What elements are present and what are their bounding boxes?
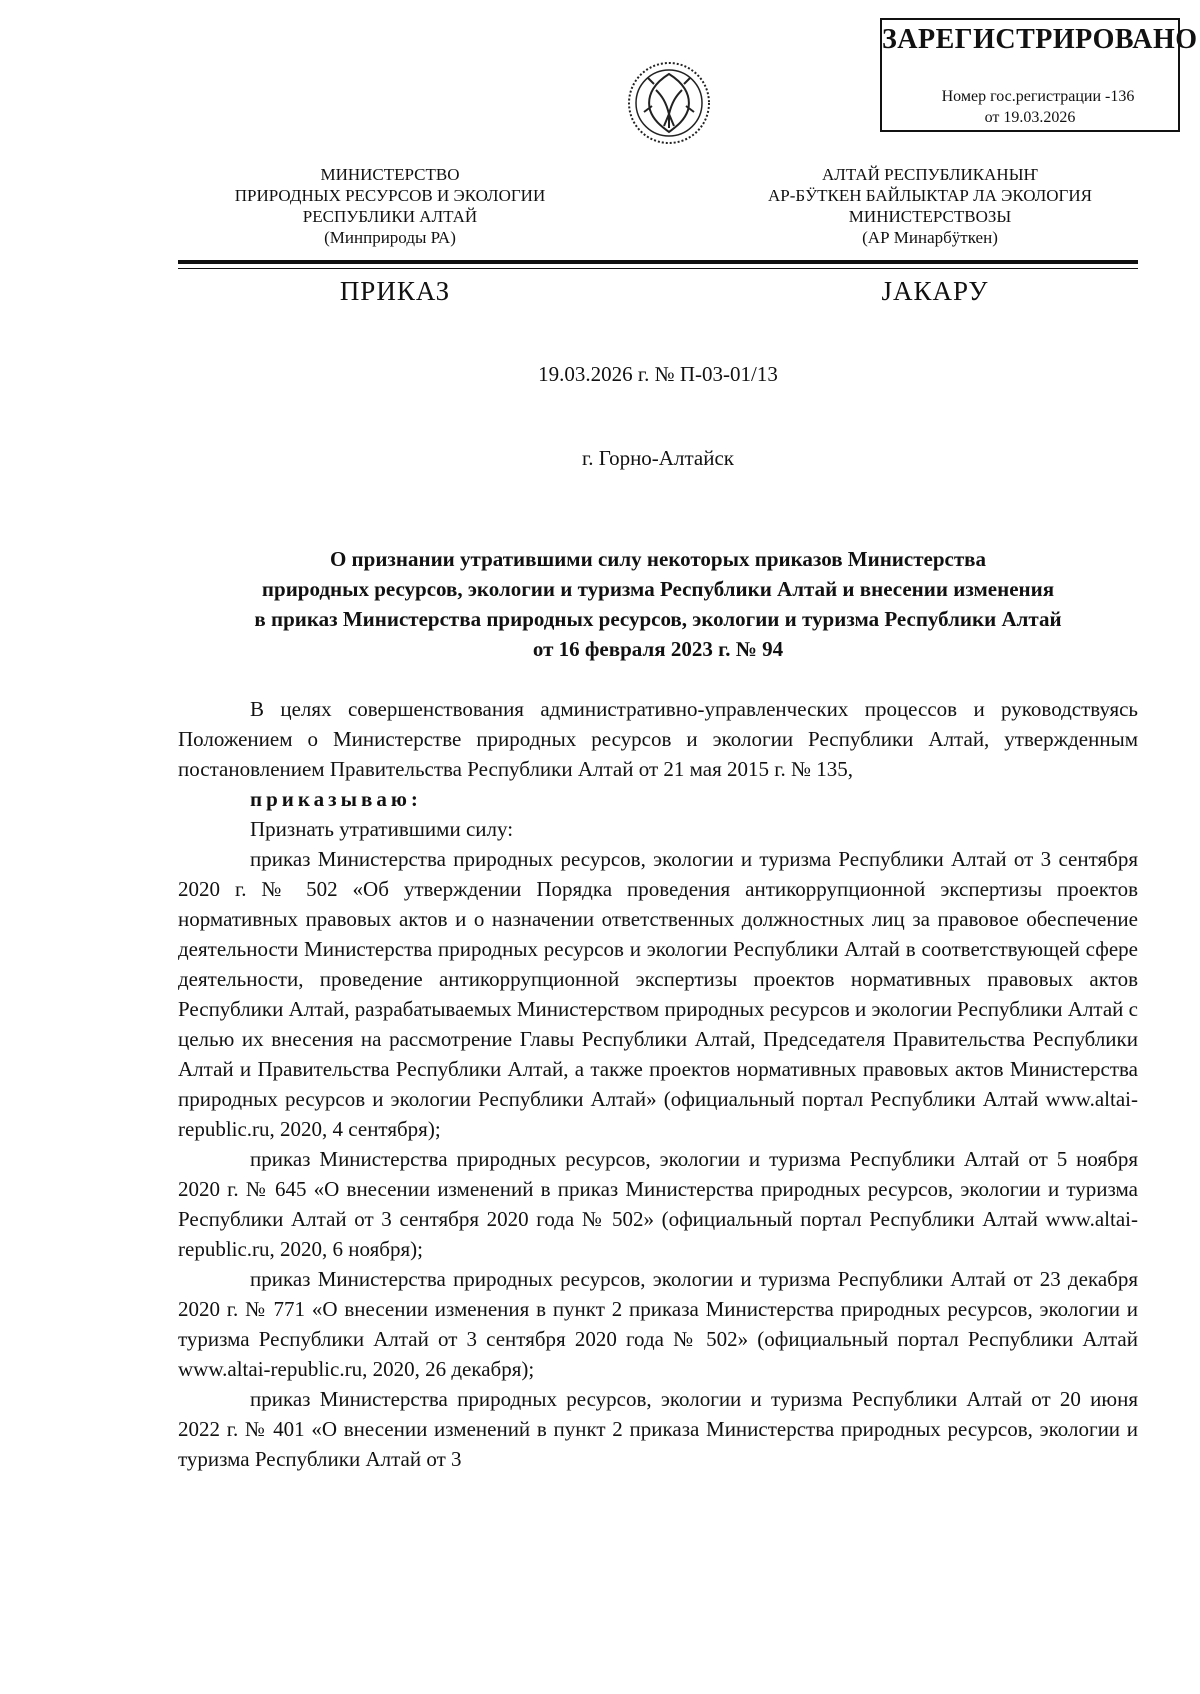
org-right-line: АР-БӰТКЕН БАЙЛЫКТАР ЛА ЭКОЛОГИЯ xyxy=(767,186,1092,205)
order-date-number: 19.03.2026 г. № П-03-01/13 xyxy=(538,362,778,386)
header-divider-thin xyxy=(178,268,1138,269)
repealed-order-item: приказ Министерства природных ресурсов, экологии и туризма Республики Алтай от 3 сентября 2020 г. № 502 «Об утверждении Порядка проведения антикоррупционной экспертизы проектов нормативных правовых актов и о назначении ответственных должностных лиц за правовое обеспечение деятельности Министерства природных ресурсов и экологии Республики Алтай в соответствующей сфере деятельности, проведение антикоррупционной экспертизы проектов нормативных правовых актов Республики Алтай, разрабатываемых Министерством природных ресурсов и экологии Республики Алтай с целью их внесения на рассмотрение Главы Республики Алтай, Председателя Правительства Республики Алтай и Правительства Республики Алтай, а также проектов нормативных правовых актов Министерства природных ресурсов и экологии Республики Алтай» (официальный портал Республики Алтай www.altai-republic.ru, 2020, 4 сентября); xyxy=(178,847,1138,1141)
order-body xyxy=(178,694,1138,1474)
orders-keyword: приказываю: xyxy=(250,787,422,811)
document-type-russian: ПРИКАЗ xyxy=(339,276,451,306)
order-title-line: природных ресурсов, экологии и туризма Республики Алтай и внесении изменения xyxy=(261,577,1055,601)
ministry-name-russian xyxy=(200,164,580,248)
repealed-order-item: приказ Министерства природных ресурсов, экологии и туризма Республики Алтай от 20 июня 2022 г. № 401 «О внесении изменений в пункт 2 приказа Министерства природных ресурсов, экологии и туризма Республики Алтай от 3 xyxy=(178,1387,1138,1471)
clause-intro: Признать утратившими силу: xyxy=(250,817,514,841)
org-right-line: АЛТАЙ РЕСПУБЛИКАНЫҤ xyxy=(822,165,1038,184)
order-title-line: от 16 февраля 2023 г. № 94 xyxy=(532,637,784,661)
order-title xyxy=(178,544,1138,664)
registration-stamp xyxy=(880,18,1198,132)
order-city: г. Горно-Алтайск xyxy=(582,446,734,470)
stamp-title: ЗАРЕГИСТРИРОВАНО xyxy=(882,24,1198,55)
org-left-line: РЕСПУБЛИКИ АЛТАЙ xyxy=(302,207,478,226)
org-left-line: МИНИСТЕРСТВО xyxy=(320,165,460,184)
repealed-order-item: приказ Министерства природных ресурсов, экологии и туризма Республики Алтай от 5 ноября 2020 г. № 645 «О внесении изменений в приказ Министерства природных ресурсов, экологии и туризма Республики Алтай от 3 сентября 2020 года № 502» (официальный портал Республики Алтай www.altai-republic.ru, 2020, 6 ноября); xyxy=(178,1147,1138,1261)
repealed-order-item: приказ Министерства природных ресурсов, экологии и туризма Республики Алтай от 23 декабря 2020 г. № 771 «О внесении изменения в пункт 2 приказа Министерства природных ресурсов, экологии и туризма Республики Алтай от 3 сентября 2020 года № 502» (официальный портал Республики Алтай www.altai-republic.ru, 2020, 26 декабря); xyxy=(178,1267,1138,1381)
stamp-registration-number: Номер гос.регистрации -136 xyxy=(941,88,1135,105)
order-title-line: О признании утратившими силу некоторых приказов Министерства xyxy=(329,547,987,571)
coat-of-arms-emblem-icon xyxy=(626,60,712,146)
stamp-registration-date: от 19.03.2026 xyxy=(984,109,1076,126)
header-divider-thick xyxy=(178,260,1138,264)
document-type-altai: ЈАКАРУ xyxy=(881,276,989,306)
ministry-name-altai xyxy=(740,164,1120,248)
org-right-line: МИНИСТЕРСТВОЗЫ xyxy=(848,207,1012,226)
org-left-line: ПРИРОДНЫХ РЕСУРСОВ И ЭКОЛОГИИ xyxy=(234,186,546,205)
order-title-line: в приказ Министерства природных ресурсов, экологии и туризма Республики Алтай xyxy=(254,607,1062,631)
org-right-line: (АР Минарбӱткен) xyxy=(862,228,998,247)
org-left-line: (Минприроды РА) xyxy=(324,228,456,247)
preamble-paragraph: В целях совершенствования административно-управленческих процессов и руководствуясь Положением о Министерстве природных ресурсов и экологии Республики Алтай, утвержденным постановлением Правительства Республики Алтай от 21 мая 2015 г. № 135, xyxy=(178,697,1138,781)
